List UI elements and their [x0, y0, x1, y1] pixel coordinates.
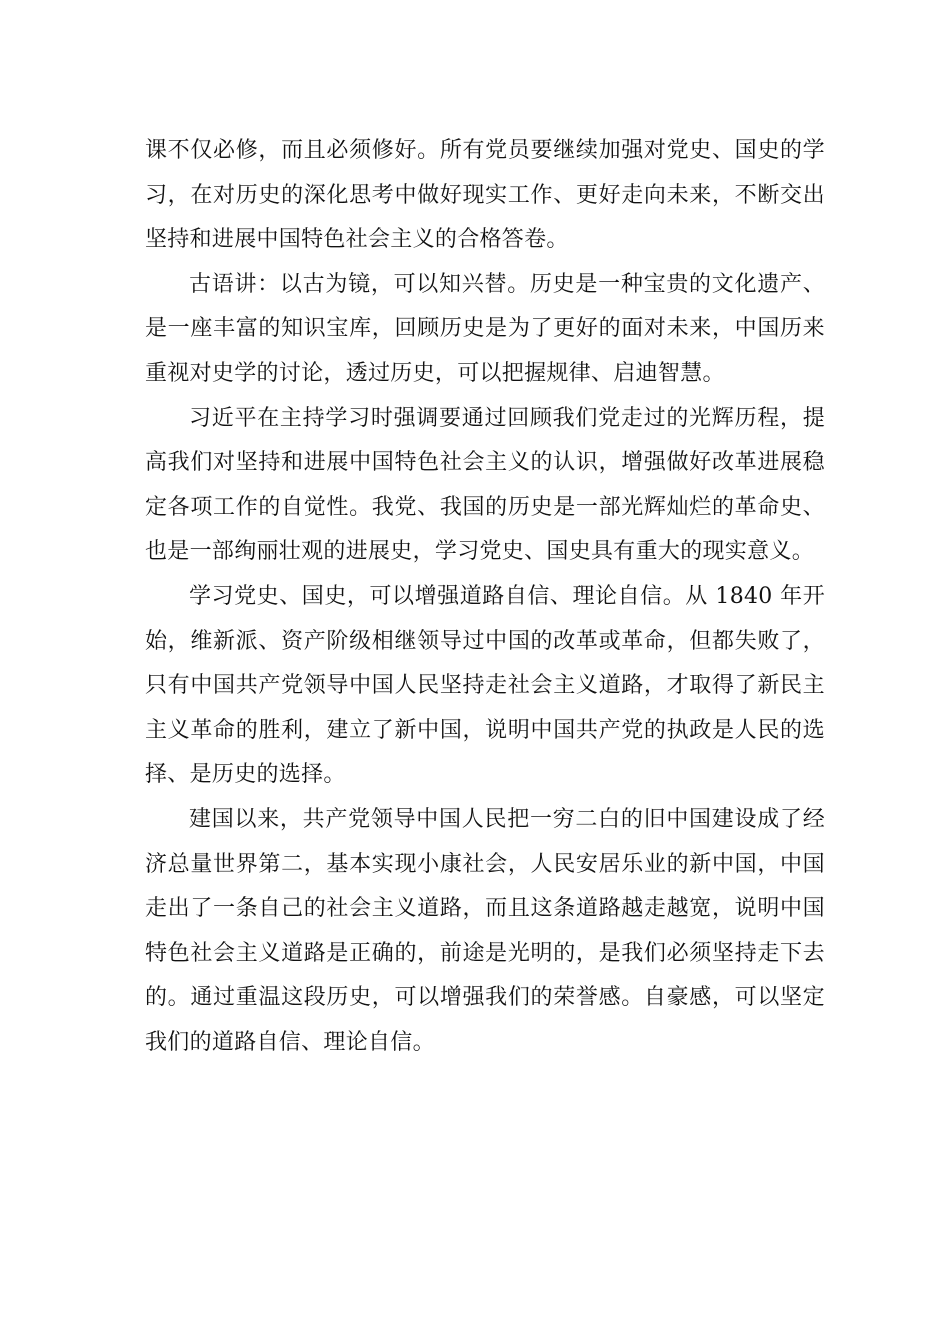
paragraph: 习近平在主持学习时强调要通过回顾我们党走过的光辉历程，提高我们对坚持和进展中国特色社会主义的认识，增强做好改革进展稳定各项工作的自觉性。我党、我国的历史是一部光辉灿烂的革命史、也是一部绚丽壮观的进展史，学习党史、国史具有重大的现实意义。: [145, 405, 825, 565]
paragraph: 建国以来，共产党领导中国人民把一穷二白的旧中国建设成了经济总量世界第二，基本实现小康社会，人民安居乐业的新中国，中国走出了一条自己的社会主义道路，而且这条道路越走越宽，说明中国特色社会主义道路是正确的，前途是光明的，是我们必须坚持走下去的。通过重温这段历史，可以增强我们的荣誉感。自豪感，可以坚定我们的道路自信、理论自信。: [145, 806, 825, 1055]
paragraph-continuation: 课不仅必修，而且必须修好。所有党员要继续加强对党史、国史的学习，在对历史的深化思考中做好现实工作、更好走向未来，不断交出坚持和进展中国特色社会主义的合格答卷。: [145, 138, 825, 253]
document-body: [145, 129, 825, 1065]
paragraph: 学习党史、国史，可以增强道路自信、理论自信。从 1840 年开始，维新派、资产阶级相继领导过中国的改革或革命，但都失败了，只有中国共产党领导中国人民坚持走社会主义道路，才取得了新民主主义革命的胜利，建立了新中国，说明中国共产党的执政是人民的选择、是历史的选择。: [145, 583, 825, 788]
paragraph: 古语讲：以古为镜，可以知兴替。历史是一种宝贵的文化遗产、是一座丰富的知识宝库，回顾历史是为了更好的面对未来，中国历来重视对史学的讨论，透过历史，可以把握规律、启迪智慧。: [145, 271, 825, 386]
